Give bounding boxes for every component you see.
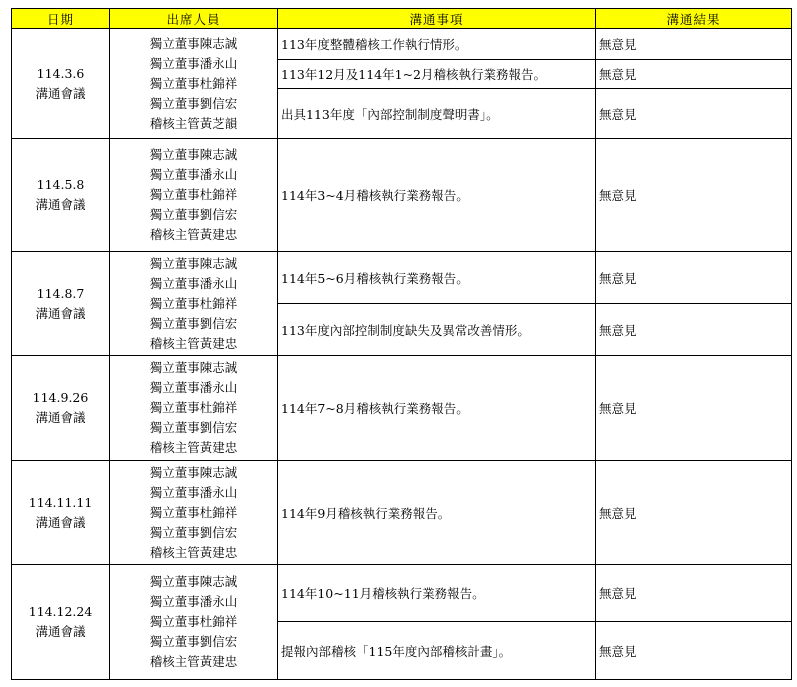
table-row	[12, 252, 792, 304]
attendee: 稽核主管黃建忠	[149, 544, 238, 560]
agenda-item: 114年7~8月稽核執行業務報告。	[278, 356, 596, 461]
table-row	[12, 356, 792, 461]
result-cell: 無意見	[596, 304, 792, 356]
attendee: 稽核主管黃芝韻	[149, 115, 238, 131]
attendee: 獨立董事陳志誠	[149, 35, 238, 51]
meeting-type: 溝通會議	[35, 305, 86, 321]
agenda-item: 113年12月及114年1~2月稽核執行業務報告。	[278, 60, 596, 89]
attendees-cell	[110, 356, 278, 461]
attendee: 獨立董事潘永山	[149, 380, 238, 395]
attendee: 獨立董事陳志誠	[149, 147, 238, 162]
meeting-type: 溝通會議	[35, 514, 86, 530]
attendee: 獨立董事陳志誠	[149, 464, 238, 480]
attendee: 獨立董事劉信宏	[149, 207, 238, 222]
attendee: 獨立董事潘永山	[149, 55, 238, 71]
agenda-item: 114年3~4月稽核執行業務報告。	[278, 139, 596, 252]
attendee: 稽核主管黃建忠	[149, 654, 238, 669]
attendee: 獨立董事陳志誠	[149, 255, 238, 271]
table-row	[12, 139, 792, 252]
attendee: 獨立董事杜錦祥	[149, 400, 238, 415]
attendee: 獨立董事杜錦祥	[149, 504, 238, 520]
meeting-type: 溝通會議	[35, 624, 86, 639]
communication-table	[11, 8, 792, 680]
attendee: 獨立董事劉信宏	[149, 315, 238, 331]
meeting-date-cell	[12, 565, 110, 680]
header-row	[12, 9, 792, 29]
result-cell: 無意見	[596, 565, 792, 622]
attendee: 獨立董事劉信宏	[149, 95, 238, 111]
attendee: 獨立董事潘永山	[149, 594, 238, 609]
result-cell: 無意見	[596, 29, 792, 60]
attendee: 獨立董事劉信宏	[149, 634, 238, 649]
meeting-date: 114.8.7	[36, 285, 85, 301]
table-row	[12, 565, 792, 622]
meeting-date-cell	[12, 29, 110, 139]
table-row	[12, 29, 792, 60]
meeting-date: 114.3.6	[36, 65, 85, 81]
attendee: 稽核主管黃建忠	[149, 335, 238, 351]
meeting-date: 114.9.26	[32, 390, 89, 405]
attendee: 稽核主管黃建忠	[149, 227, 238, 242]
attendees-cell	[110, 565, 278, 680]
attendee: 稽核主管黃建忠	[149, 440, 238, 455]
meeting-date-cell	[12, 356, 110, 461]
attendee: 獨立董事杜錦祥	[149, 75, 238, 91]
table-row	[12, 461, 792, 565]
meeting-date-cell	[12, 139, 110, 252]
attendee: 獨立董事杜錦祥	[149, 614, 238, 629]
header-result: 溝通結果	[596, 9, 792, 29]
result-cell: 無意見	[596, 89, 792, 139]
attendee: 獨立董事潘永山	[149, 275, 238, 291]
attendee: 獨立董事杜錦祥	[149, 187, 238, 202]
agenda-item: 114年10~11月稽核執行業務報告。	[278, 565, 596, 622]
attendee: 獨立董事陳志誠	[149, 360, 238, 375]
agenda-item: 提報內部稽核「115年度內部稽核計畫」。	[278, 622, 596, 680]
communication-table-wrapper	[11, 8, 792, 680]
header-items: 溝通事項	[278, 9, 596, 29]
meeting-date: 114.5.8	[36, 177, 85, 192]
agenda-item: 113年度內部控制制度缺失及異常改善情形。	[278, 304, 596, 356]
meeting-date: 114.12.24	[28, 604, 93, 619]
attendees-cell	[110, 461, 278, 565]
meeting-type: 溝通會議	[35, 197, 86, 212]
agenda-item: 114年5~6月稽核執行業務報告。	[278, 252, 596, 304]
meeting-type: 溝通會議	[35, 85, 86, 101]
agenda-item: 出具113年度「內部控制制度聲明書」。	[278, 89, 596, 139]
meeting-date-cell	[12, 252, 110, 356]
attendees-cell	[110, 252, 278, 356]
agenda-item: 114年9月稽核執行業務報告。	[278, 461, 596, 565]
header-attendees: 出席人員	[110, 9, 278, 29]
attendee: 獨立董事潘永山	[149, 167, 238, 182]
attendee: 獨立董事杜錦祥	[149, 295, 238, 311]
attendee: 獨立董事劉信宏	[149, 524, 238, 540]
agenda-item: 113年度整體稽核工作執行情形。	[278, 29, 596, 60]
meeting-type: 溝通會議	[35, 410, 86, 425]
attendees-cell	[110, 29, 278, 139]
result-cell: 無意見	[596, 461, 792, 565]
meeting-date-cell	[12, 461, 110, 565]
attendees-cell	[110, 139, 278, 252]
result-cell: 無意見	[596, 60, 792, 89]
attendee: 獨立董事潘永山	[149, 484, 238, 500]
meeting-date: 114.11.11	[28, 494, 93, 510]
result-cell: 無意見	[596, 622, 792, 680]
attendee: 獨立董事陳志誠	[149, 574, 238, 589]
header-date: 日期	[12, 9, 110, 29]
result-cell: 無意見	[596, 252, 792, 304]
result-cell: 無意見	[596, 139, 792, 252]
attendee: 獨立董事劉信宏	[149, 420, 238, 435]
result-cell: 無意見	[596, 356, 792, 461]
